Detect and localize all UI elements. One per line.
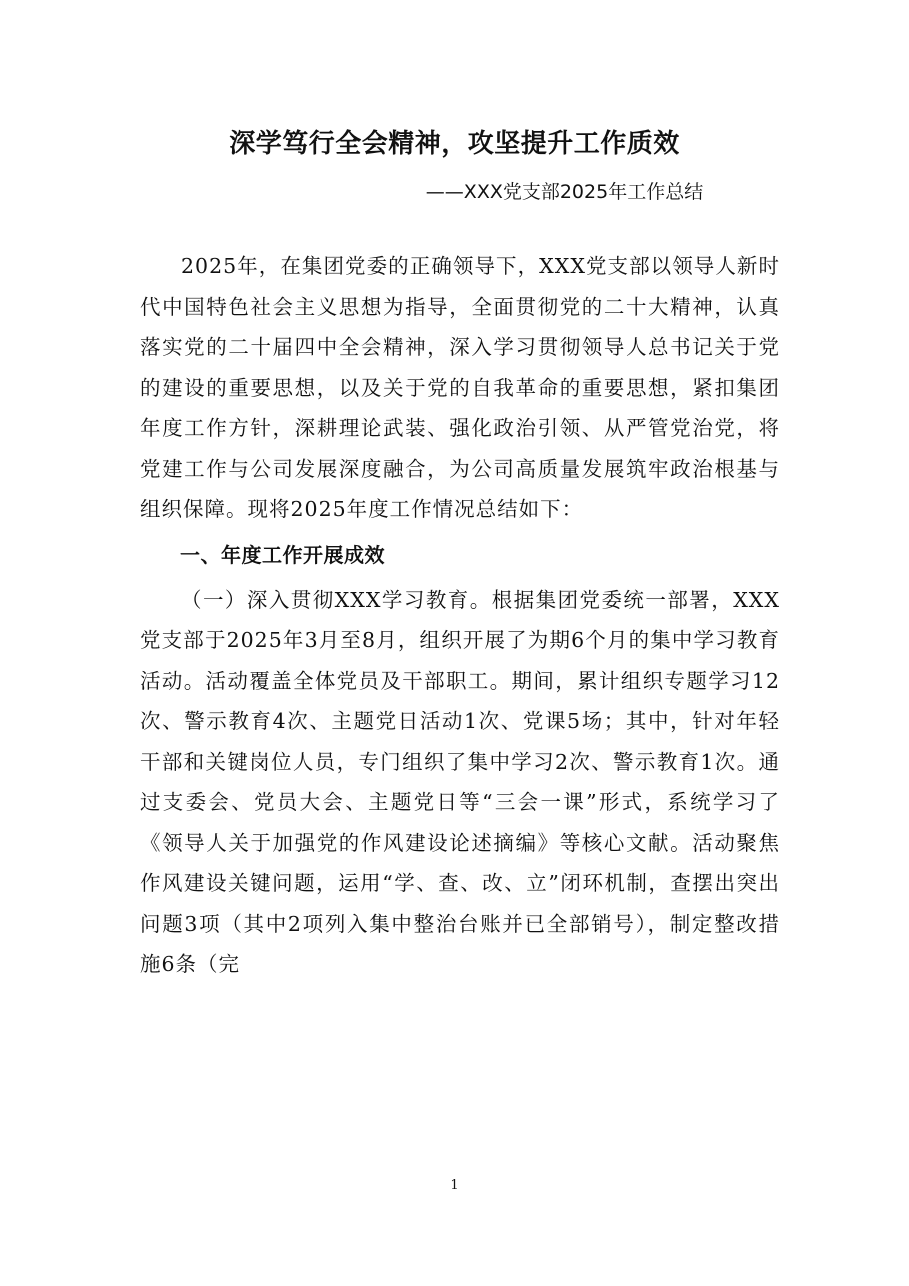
document-title: 深学笃行全会精神，攻坚提升工作质效 <box>229 129 680 159</box>
document-body <box>140 246 780 985</box>
section-heading: 一、年度工作开展成效 <box>180 542 385 567</box>
section-paragraph: （一）深入贯彻XXX学习教育。根据集团党委统一部署，XXX党支部于2025年3月至8月，组织开展了为期6个月的集中学习教育活动。活动覆盖全体党员及干部职工。期间，累计组织专题学习12次、警示教育4次、主题党日活动1次、党课5场；其中，针对年轻干部和关键岗位人员，专门组织了集中学习2次、警示教育1次。通过支委会、党员大会、主题党日等“三会一课”形式，系统学习了《领导人关于加强党的作风建设论述摘编》等核心文献。活动聚焦作风建设关键问题，运用“学、查、改、立”闭环机制，查摆出突出问题3项（其中2项列入集中整治台账并已全部销号），制定整改措施6条（完 <box>140 587 780 976</box>
page-number: 1 <box>450 1178 459 1193</box>
intro-paragraph: 2025年，在集团党委的正确领导下，XXX党支部以领导人新时代中国特色社会主义思想为指导，全面贯彻党的二十大精神，认真落实党的二十届四中全会精神，深入学习贯彻领导人总书记关于党的建设的重要思想，以及关于党的自我革命的重要思想，紧扣集团年度工作方针，深耕理论武装、强化政治引领、从严管党治党，将党建工作与公司发展深度融合，为公司高质量发展筑牢政治根基与组织保障。现将2025年度工作情况总结如下： <box>140 254 780 521</box>
document-subtitle: ——XXX党支部2025年工作总结 <box>425 181 704 203</box>
